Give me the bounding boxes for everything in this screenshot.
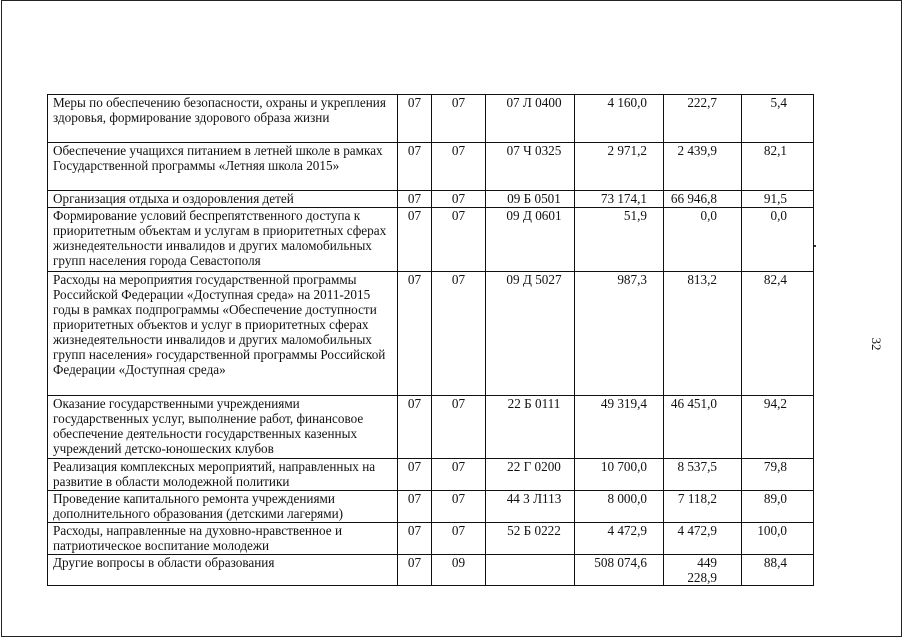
row-name: Организация отдыха и оздоровления детей [48, 191, 398, 208]
plan-amount: 10 700,0 [575, 459, 664, 491]
table-row [48, 95, 814, 143]
section-code: 07 [398, 396, 432, 459]
subsection-code: 07 [432, 95, 486, 143]
plan-amount: 4 472,9 [575, 523, 664, 555]
subsection-code: 07 [432, 272, 486, 396]
section-code: 07 [398, 523, 432, 555]
row-name: Меры по обеспечению безопасности, охраны и укрепления здоровья, формирование здорового образа жизни [48, 95, 398, 143]
plan-amount: 2 971,2 [575, 143, 664, 191]
target-code: 09 Д 0601 [486, 208, 575, 272]
target-code: 07 Ч 0325 [486, 143, 575, 191]
plan-amount: 508 074,6 [575, 555, 664, 586]
table-row [48, 396, 814, 459]
target-code [486, 555, 575, 586]
plan-amount: 49 319,4 [575, 396, 664, 459]
subsection-code: 07 [432, 491, 486, 523]
section-code: 07 [398, 208, 432, 272]
fact-amount: 8 537,5 [664, 459, 742, 491]
row-name: Оказание государственными учреждениями государственных услуг, выполнение работ, финансовое обеспечение деятельности государственных казенных учреждений детско-юношеских клубов [48, 396, 398, 459]
fact-amount: 2 439,9 [664, 143, 742, 191]
execution-percent: 82,1 [742, 143, 814, 191]
subsection-code: 09 [432, 555, 486, 586]
section-code: 07 [398, 95, 432, 143]
plan-amount: 51,9 [575, 208, 664, 272]
budget-table [47, 94, 814, 586]
plan-amount: 73 174,1 [575, 191, 664, 208]
table-row [48, 491, 814, 523]
table-row [48, 191, 814, 208]
fact-amount: 449 228,9 [664, 555, 742, 586]
execution-percent: 89,0 [742, 491, 814, 523]
execution-percent: 5,4 [742, 95, 814, 143]
subsection-code: 07 [432, 191, 486, 208]
execution-percent: 79,8 [742, 459, 814, 491]
execution-percent: 82,4 [742, 272, 814, 396]
row-name: Другие вопросы в области образования [48, 555, 398, 586]
section-code: 07 [398, 143, 432, 191]
plan-amount: 8 000,0 [575, 491, 664, 523]
target-code: 44 3 Л113 [486, 491, 575, 523]
row-name: Расходы на мероприятия государственной программы Российской Федерации «Доступная среда» на 2011-2015 годы в рамках подпрограммы «Обеспечение доступности приоритетных объектов и услуг в приоритетных сферах жизнедеятельности инвалидов и других маломобильных групп населения» государственной программы Российской Федерации «Доступная среда» [48, 272, 398, 396]
target-code: 22 Г 0200 [486, 459, 575, 491]
section-code: 07 [398, 459, 432, 491]
row-name: Проведение капитального ремонта учреждениями дополнительного образования (детскими лагерями) [48, 491, 398, 523]
subsection-code: 07 [432, 523, 486, 555]
execution-percent: 91,5 [742, 191, 814, 208]
scan-speck [814, 245, 816, 247]
fact-amount: 46 451,0 [664, 396, 742, 459]
execution-percent: 100,0 [742, 523, 814, 555]
table-row [48, 555, 814, 586]
fact-amount: 7 118,2 [664, 491, 742, 523]
execution-percent: 0,0 [742, 208, 814, 272]
section-code: 07 [398, 191, 432, 208]
subsection-code: 07 [432, 459, 486, 491]
table-row [48, 523, 814, 555]
target-code: 07 Л 0400 [486, 95, 575, 143]
row-name: Реализация комплексных мероприятий, направленных на развитие в области молодежной политики [48, 459, 398, 491]
fact-amount: 0,0 [664, 208, 742, 272]
table-row [48, 143, 814, 191]
target-code: 09 Б 0501 [486, 191, 575, 208]
plan-amount: 4 160,0 [575, 95, 664, 143]
section-code: 07 [398, 555, 432, 586]
fact-amount: 222,7 [664, 95, 742, 143]
fact-amount: 4 472,9 [664, 523, 742, 555]
execution-percent: 94,2 [742, 396, 814, 459]
subsection-code: 07 [432, 396, 486, 459]
table-row [48, 208, 814, 272]
row-name: Формирование условий беспрепятственного доступа к приоритетным объектам и услугам в приоритетных сферах жизнедеятельности инвалидов и других маломобильных групп населения города Севастополя [48, 208, 398, 272]
fact-amount: 66 946,8 [664, 191, 742, 208]
table-row [48, 459, 814, 491]
section-code: 07 [398, 491, 432, 523]
section-code: 07 [398, 272, 432, 396]
target-code: 09 Д 5027 [486, 272, 575, 396]
subsection-code: 07 [432, 208, 486, 272]
subsection-code: 07 [432, 143, 486, 191]
table-row [48, 272, 814, 396]
target-code: 52 Б 0222 [486, 523, 575, 555]
fact-amount: 813,2 [664, 272, 742, 396]
target-code: 22 Б 0111 [486, 396, 575, 459]
execution-percent: 88,4 [742, 555, 814, 586]
row-name: Обеспечение учащихся питанием в летней школе в рамках Государственной программы «Летняя школа 2015» [48, 143, 398, 191]
plan-amount: 987,3 [575, 272, 664, 396]
page-number: 32 [869, 337, 884, 351]
row-name: Расходы, направленные на духовно-нравственное и патриотическое воспитание молодежи [48, 523, 398, 555]
